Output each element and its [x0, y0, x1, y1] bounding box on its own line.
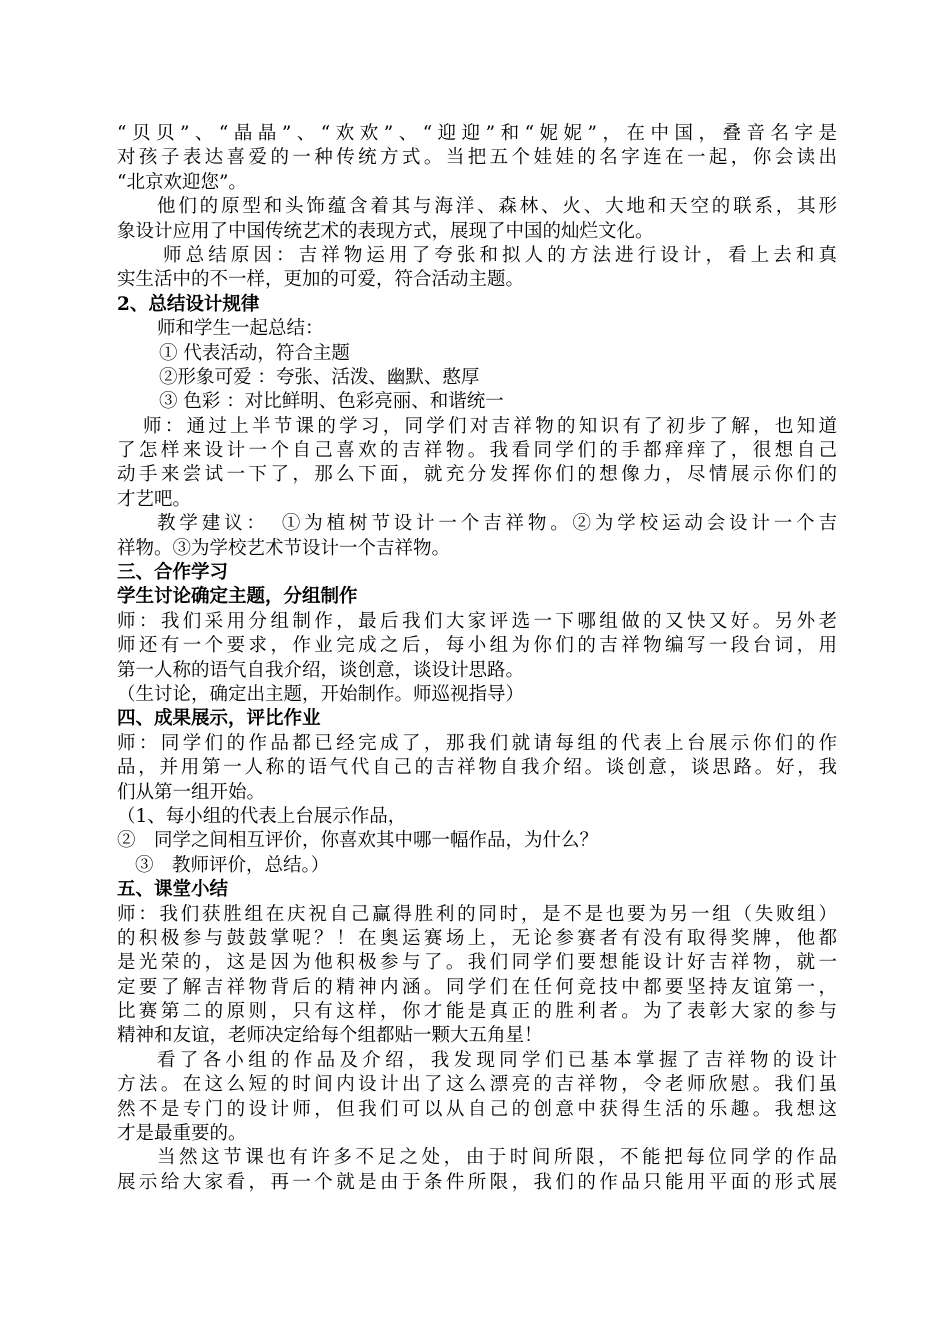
text-line: 然不是专门的设计师，但我们可以从自己的创意中获得生活的乐趣。我想这	[117, 1098, 837, 1120]
text-line: 了怎样来设计一个自己喜欢的吉祥物。我看同学们的手都痒痒了，很想自己	[117, 440, 837, 462]
section-heading: 学生讨论确定主题，分组制作	[117, 586, 358, 608]
text-line: “贝贝”、“晶晶”、“欢欢”、“迎迎”和“妮妮”，在中国，叠音名字是	[117, 123, 837, 144]
text-line: ② 同学之间相互评价，你喜欢其中哪一幅作品，为什么？	[117, 830, 599, 852]
text-line: “北京欢迎您”。	[117, 171, 247, 193]
text-line: 师：我们获胜组在庆祝自己赢得胜利的同时，是不是也要为另一组（失败组）	[117, 903, 837, 925]
text-line: 精神和友谊，老师决定给每个组都贴一颗大五角星！	[117, 1025, 543, 1047]
text-line: 师：通过上半节课的学习，同学们对吉祥物的知识有了初步了解，也知道	[143, 415, 837, 437]
text-line: 方法。在这么短的时间内设计出了这么漂亮的吉祥物，令老师欣慰。我们虽	[117, 1074, 837, 1096]
text-line: 象设计应用了中国传统艺术的表现方式，展现了中国的灿烂文化。	[117, 220, 654, 242]
text-line: 实生活中的不一样，更加的可爱，符合活动主题。	[117, 269, 525, 291]
section-heading: 2、总结设计规律	[117, 293, 260, 315]
text-line: 祥物。③为学校艺术节设计一个吉祥物。	[117, 537, 451, 559]
text-line: ②形象可爱 ：夸张、活泼、幽默、憨厚	[159, 366, 480, 388]
text-line: 才是最重要的。	[117, 1123, 247, 1145]
text-line: ③ 教师评价，总结。）	[135, 854, 330, 876]
text-line: 师：我们采用分组制作，最后我们大家评选一下哪组做的又快又好。另外老	[117, 610, 837, 632]
text-line: 师总结原因：吉祥物运用了夸张和拟人的方法进行设计，看上去和真	[163, 244, 837, 266]
text-line: 才艺吧。	[117, 488, 192, 510]
text-line: 师和学生一起总结：	[157, 318, 324, 340]
text-line: 教学建议： ①为植树节设计一个吉祥物。②为学校运动会设计一个吉	[157, 513, 837, 535]
text-line: 展示给大家看，再一个就是由于条件所限，我们的作品只能用平面的形式展	[117, 1171, 837, 1193]
text-line: ① 代表活动，符合主题	[159, 342, 350, 364]
text-line: 们从第一组开始。	[117, 781, 266, 803]
text-line: 第一人称的语气自我介绍，谈创意，谈设计思路。	[117, 659, 525, 681]
text-line: 看了各小组的作品及介绍，我发现同学们已基本掌握了吉祥物的设计	[157, 1049, 837, 1071]
text-line: （生讨论，确定出主题，开始制作。师巡视指导）	[117, 683, 525, 705]
text-line: （1、每小组的代表上台展示作品，	[117, 805, 407, 827]
section-heading: 四、成果展示，评比作业	[117, 708, 321, 730]
text-line: 动手来尝试一下了，那么下面，就充分发挥你们的想像力，尽情展示你们的	[117, 464, 837, 486]
text-line: 是光荣的，这是因为他积极参与了。我们同学们要想能设计好吉祥物，就一	[117, 952, 837, 974]
text-line: 品，并用第一人称的语气代自己的吉祥物自我介绍。谈创意，谈思路。好，我	[117, 757, 837, 779]
text-line: 定要了解吉祥物背后的精神内涵。同学们在任何竞技中都要坚持友谊第一，	[117, 976, 837, 998]
text-line: ③ 色彩 ：对比鲜明、色彩亮丽、和谐统一	[159, 391, 504, 413]
text-line: 他们的原型和头饰蕴含着其与海洋、森林、火、大地和天空的联系，其形	[157, 196, 837, 218]
text-line: 当然这节课也有许多不足之处，由于时间所限，不能把每位同学的作品	[157, 1147, 837, 1169]
text-line: 的积极参与鼓鼓掌呢？！在奥运赛场上，无论参赛者有没有取得奖牌，他都	[117, 927, 837, 949]
document-body	[117, 122, 837, 1195]
text-line: 师还有一个要求，作业完成之后，每小组为你们的吉祥物编写一段台词，用	[117, 635, 837, 657]
text-line: 比赛第二的原则，只有这样，你才能是真正的胜利者。为了表彰大家的参与	[117, 1001, 837, 1023]
section-heading: 五、课堂小结	[117, 879, 229, 901]
text-line: 师：同学们的作品都已经完成了，那我们就请每组的代表上台展示你们的作	[117, 732, 837, 754]
text-line: 对孩子表达喜爱的一种传统方式。当把五个娃娃的名字连在一起，你会读出	[117, 147, 837, 169]
section-heading: 三、合作学习	[117, 562, 229, 584]
